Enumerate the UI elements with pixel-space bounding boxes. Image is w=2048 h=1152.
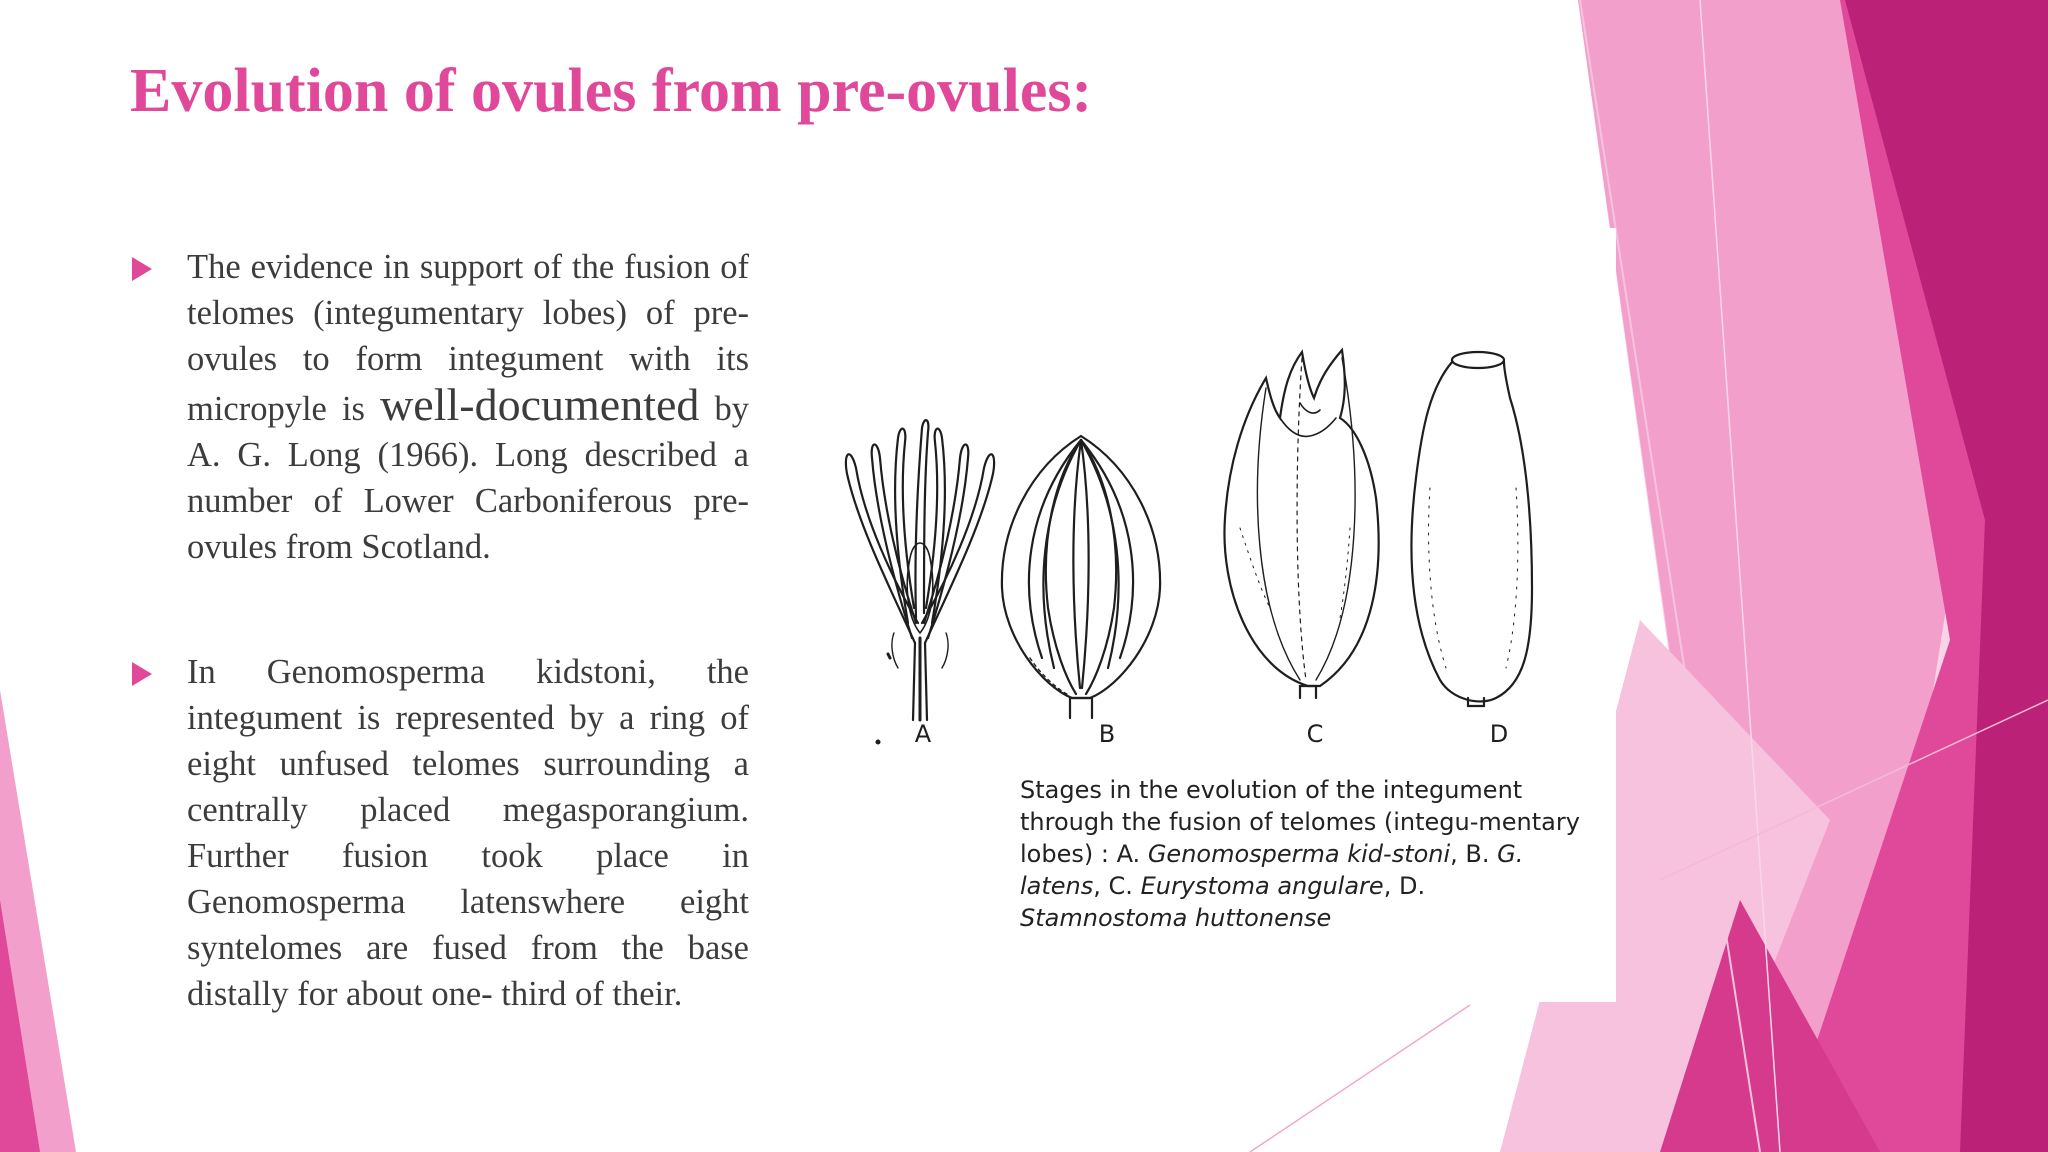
ovule-a-drawing <box>846 420 994 720</box>
bullet-marker <box>132 662 152 686</box>
caption-text: , C. <box>1093 872 1133 900</box>
caption-text: , B. <box>1450 840 1490 868</box>
triangle-bullet-icon <box>132 662 152 686</box>
bullet-text <box>187 244 749 570</box>
ovule-figure <box>780 228 1616 1002</box>
caption-text: , D. <box>1383 872 1426 900</box>
caption-species: Stamnostoma huttonense <box>1020 904 1332 932</box>
triangle-bullet-icon <box>132 257 152 281</box>
caption-species: Genomosperma kid-stoni <box>1147 840 1451 868</box>
bullet-text: In Genomosperma kidstoni, the integument is represented by a ring of eight unfused telomes surrounding a centrally placed megasporangium. Further fusion took place in Genomosperma latenswhere eight syntelomes are fused from the base distally for about one- third of their. <box>187 653 749 1013</box>
figure-dot <box>876 740 881 745</box>
ovule-illustration <box>780 228 1616 774</box>
ovule-b-drawing <box>1002 436 1160 718</box>
emphasis-text: well-documented <box>380 379 700 430</box>
deco-line <box>1250 1005 1470 1152</box>
slide-title: Evolution of ovules from pre-ovules: <box>130 57 1093 125</box>
figure-label-b: B <box>1098 720 1116 748</box>
caption-species: G. latens <box>1020 840 1524 900</box>
figure-label-c: C <box>1306 720 1324 748</box>
ovule-c-drawing <box>1224 350 1378 698</box>
bullet-text-part: The evidence in support of the fusion of telomes (integumentary lobes) of pre-ovules to form integument with its micropyle is <box>187 248 749 428</box>
figure-label-d: D <box>1489 720 1509 748</box>
caption-species: Eurystoma angulare <box>1140 872 1384 900</box>
figure-caption <box>1020 774 1580 934</box>
bullet-marker <box>132 257 152 281</box>
figure-label-a: A <box>914 720 932 748</box>
bullet-text-part: by A. G. Long (1966). Long described a number of Lower Carboniferous pre-ovules from Scotland. <box>187 390 749 566</box>
ovule-d-drawing <box>1411 352 1532 706</box>
caption-text: Stages in the evolution of the integument through the fusion of telomes (integu-mentary lobes) : A. <box>1020 776 1580 868</box>
